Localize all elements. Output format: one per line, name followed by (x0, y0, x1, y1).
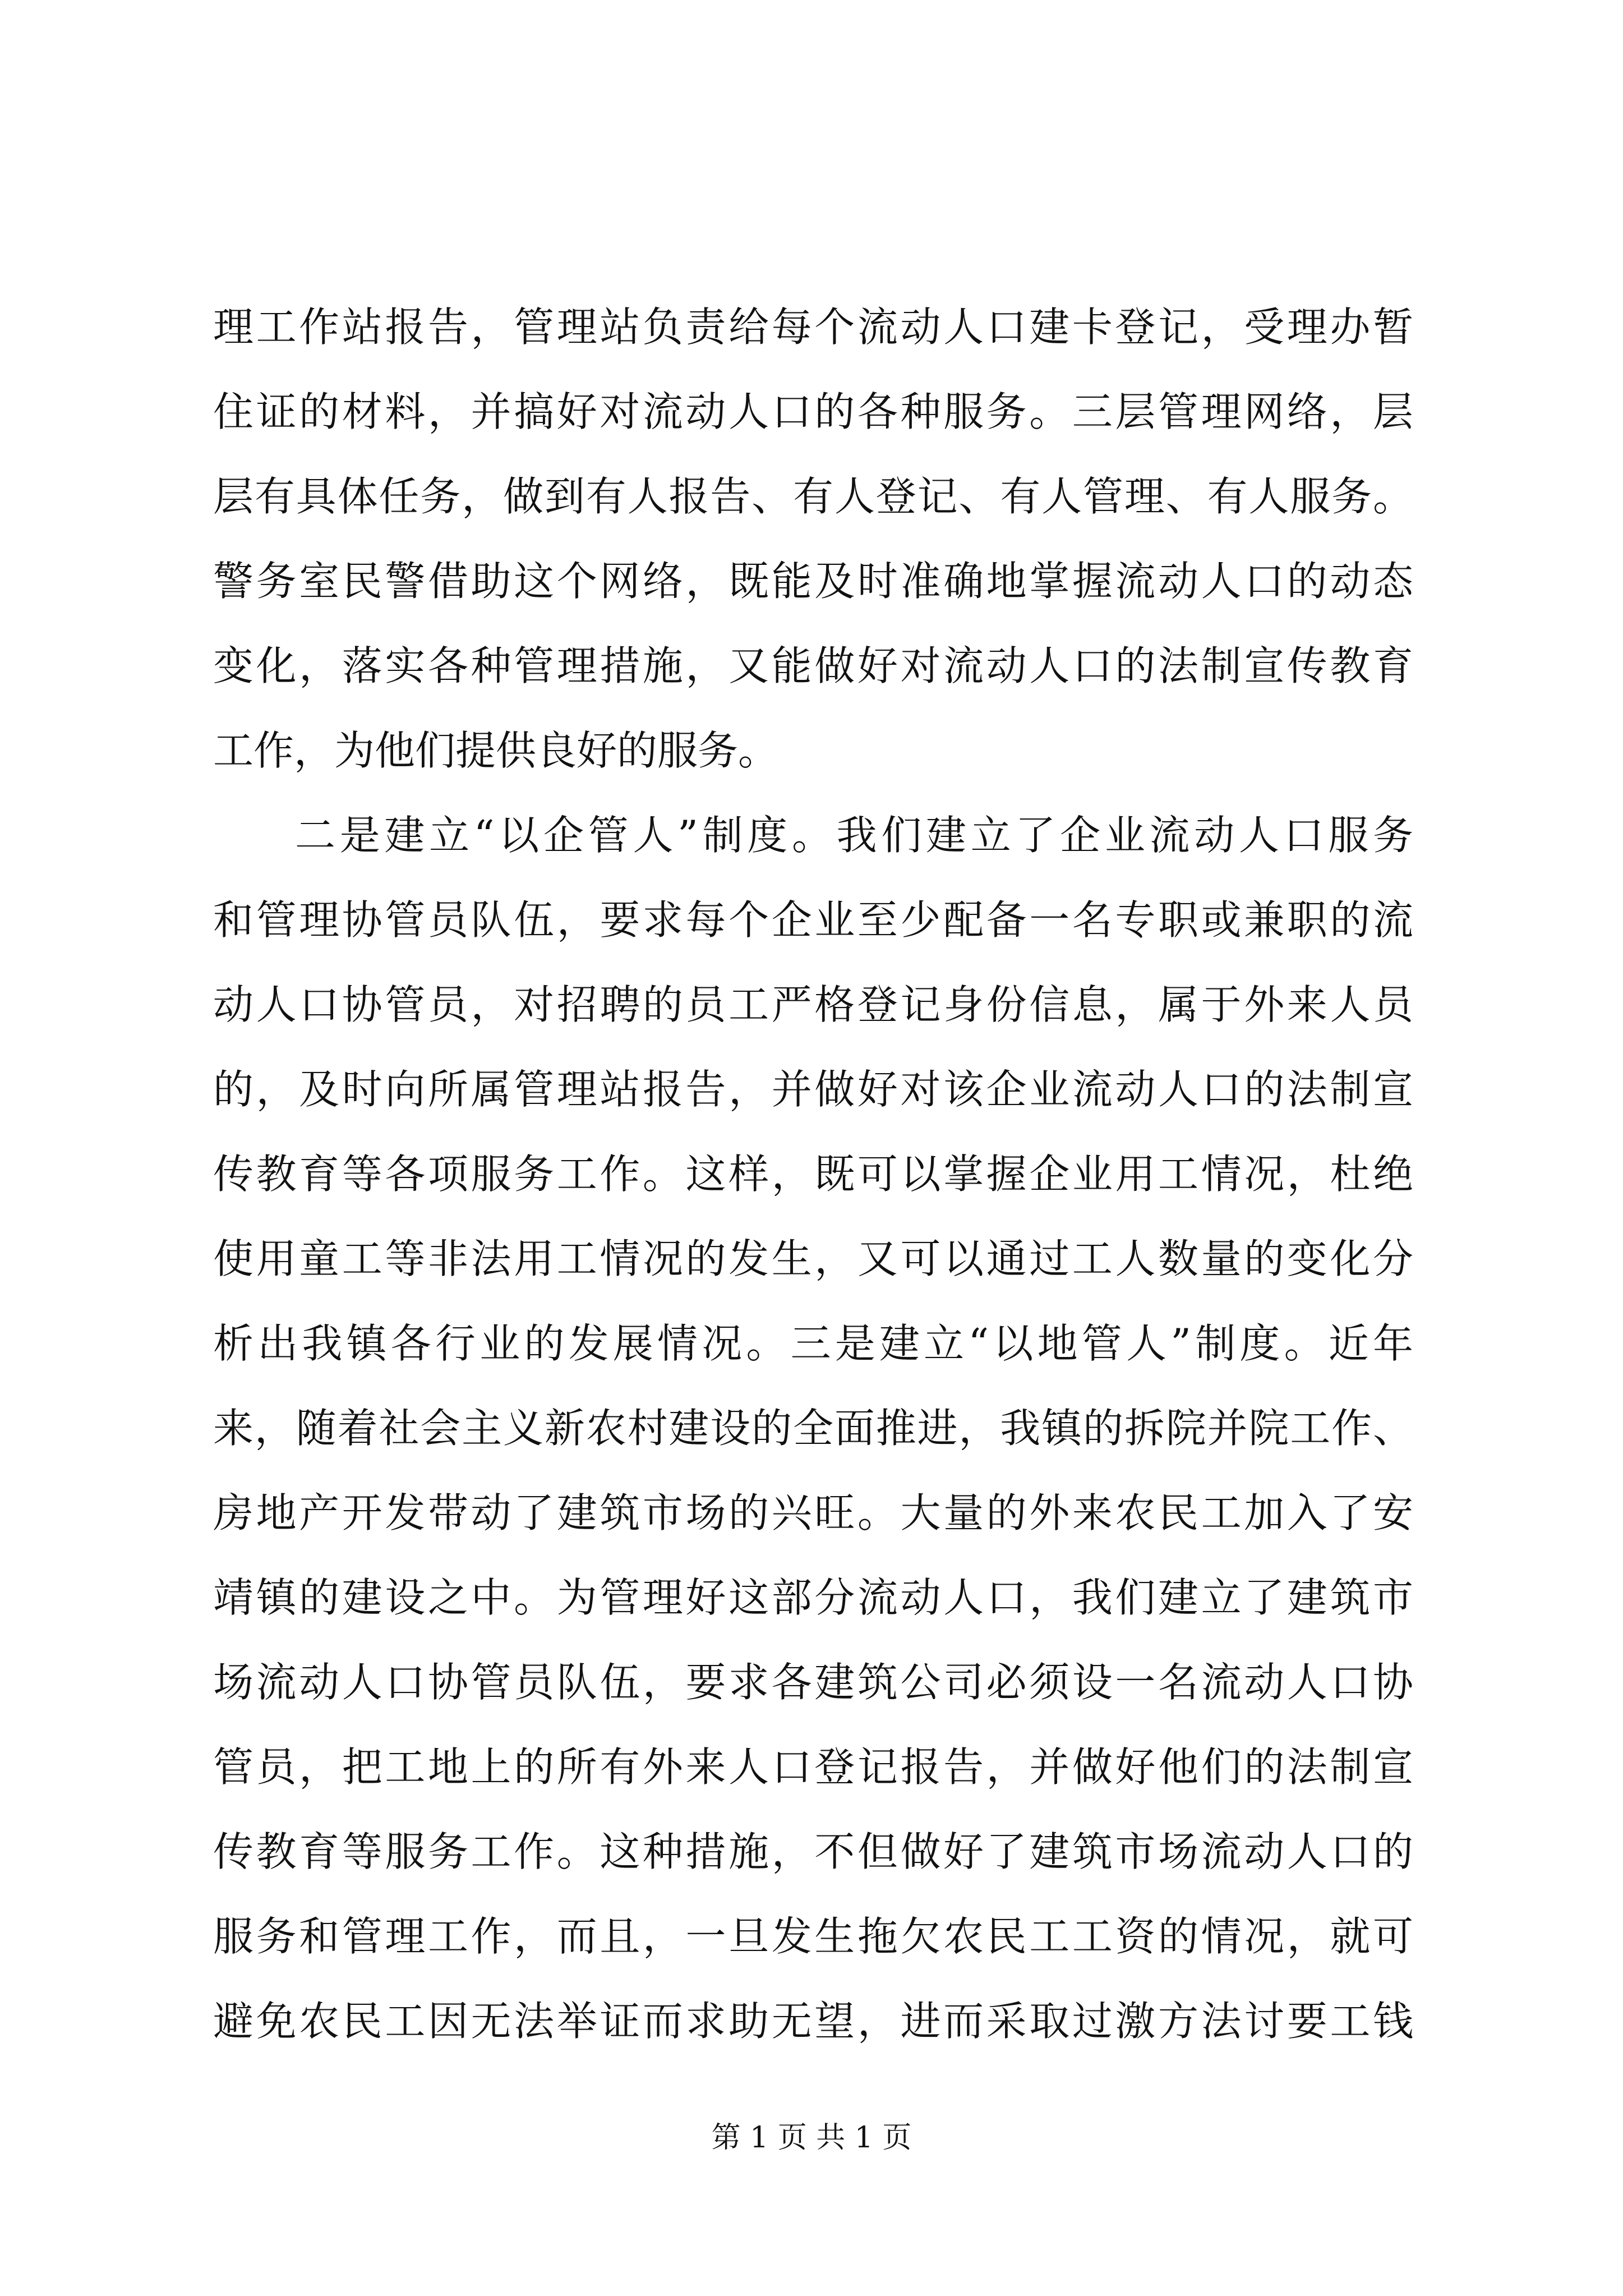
text-line: 房地产开发带动了建筑市场的兴旺。大量的外来农民工加入了安 (213, 1489, 1413, 1536)
text-line: 动人口协管员，对招聘的员工严格登记身份信息，属于外来人员 (213, 981, 1413, 1028)
text-line: 二是建立“以企管人”制度。我们建立了企业流动人口服务 (295, 812, 1413, 859)
text-line: 避免农民工因无法举证而求助无望，进而采取过激方法讨要工钱 (213, 1998, 1413, 2045)
text-line: 理工作站报告，管理站负责给每个流动人口建卡登记，受理办暂 (213, 303, 1413, 351)
text-line: 靖镇的建设之中。为管理好这部分流动人口，我们建立了建筑市 (213, 1574, 1413, 1621)
text-line: 场流动人口协管员队伍，要求各建筑公司必须设一名流动人口协 (213, 1659, 1413, 1706)
body-text (213, 285, 1413, 2064)
text-line: 使用童工等非法用工情况的发生，又可以通过工人数量的变化分 (213, 1235, 1413, 1282)
text-line: 来，随着社会主义新农村建设的全面推进，我镇的拆院并院工作、 (213, 1405, 1413, 1452)
text-line: 析出我镇各行业的发展情况。三是建立“以地管人”制度。近年 (213, 1320, 1413, 1367)
text-line: 层有具体任务，做到有人报告、有人登记、有人管理、有人服务。 (213, 473, 1413, 520)
text-line: 传教育等各项服务工作。这样，既可以掌握企业用工情况，杜绝 (213, 1151, 1413, 1198)
text-line: 警务室民警借助这个网络，既能及时准确地掌握流动人口的动态 (213, 558, 1413, 605)
page-footer: 第 1 页 共 1 页 (711, 2121, 912, 2155)
text-line: 服务和管理工作，而且，一旦发生拖欠农民工工资的情况，就可 (213, 1913, 1413, 1960)
text-line: 和管理协管员队伍，要求每个企业至少配备一名专职或兼职的流 (213, 896, 1413, 944)
text-line: 住证的材料，并搞好对流动人口的各种服务。三层管理网络，层 (213, 388, 1413, 435)
text-line: 工作，为他们提供良好的服务。 (213, 727, 779, 774)
text-line: 的，及时向所属管理站报告，并做好对该企业流动人口的法制宣 (213, 1066, 1413, 1113)
text-line: 变化，落实各种管理措施，又能做好对流动人口的法制宣传教育 (213, 642, 1413, 689)
text-line: 管员，把工地上的所有外来人口登记报告，并做好他们的法制宣 (213, 1743, 1413, 1791)
text-line: 传教育等服务工作。这种措施，不但做好了建筑市场流动人口的 (213, 1828, 1413, 1875)
